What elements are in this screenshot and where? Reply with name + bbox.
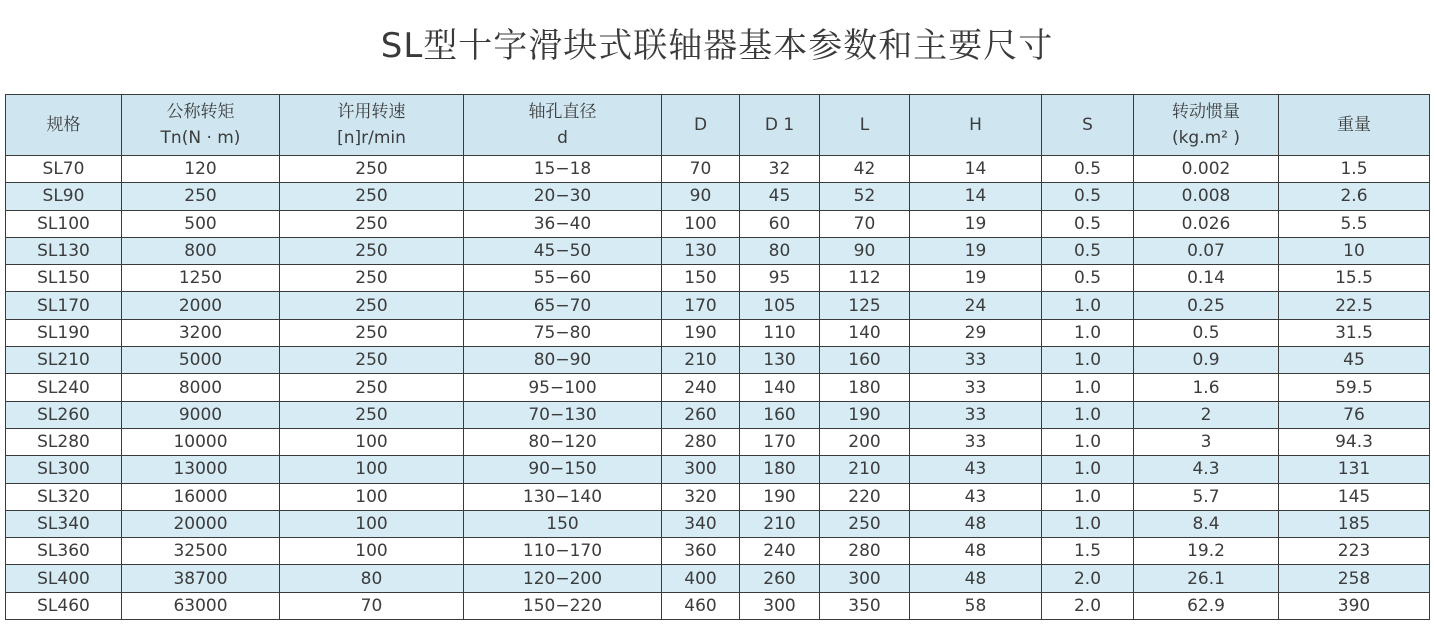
cell-bore: 130−140: [464, 483, 662, 510]
cell-torque: 5000: [122, 347, 280, 374]
cell-d1: 160: [740, 401, 820, 428]
cell-torque: 500: [122, 210, 280, 237]
cell-inertia: 0.07: [1134, 237, 1279, 264]
cell-inertia: 0.008: [1134, 183, 1279, 210]
cell-l: 210: [820, 456, 910, 483]
cell-s: 1.0: [1042, 483, 1134, 510]
cell-h: 14: [910, 156, 1042, 183]
header-col-s: [1042, 95, 1134, 156]
cell-d: 150: [662, 265, 740, 292]
cell-inertia: 0.25: [1134, 292, 1279, 319]
table-row: [6, 292, 1430, 319]
cell-s: 2.0: [1042, 565, 1134, 592]
cell-model: SL260: [6, 401, 122, 428]
cell-bore: 80−120: [464, 428, 662, 455]
cell-inertia: 2: [1134, 401, 1279, 428]
cell-model: SL150: [6, 265, 122, 292]
cell-model: SL360: [6, 538, 122, 565]
cell-l: 190: [820, 401, 910, 428]
cell-weight: 5.5: [1279, 210, 1430, 237]
spec-table: [5, 94, 1430, 620]
cell-bore: 70−130: [464, 401, 662, 428]
cell-weight: 2.6: [1279, 183, 1430, 210]
cell-d1: 110: [740, 319, 820, 346]
cell-model: SL320: [6, 483, 122, 510]
cell-torque: 63000: [122, 592, 280, 619]
cell-bore: 20−30: [464, 183, 662, 210]
cell-inertia: 4.3: [1134, 456, 1279, 483]
table-row: [6, 210, 1430, 237]
cell-bore: 95−100: [464, 374, 662, 401]
cell-inertia: 1.6: [1134, 374, 1279, 401]
cell-torque: 32500: [122, 538, 280, 565]
cell-h: 48: [910, 565, 1042, 592]
cell-d: 280: [662, 428, 740, 455]
cell-inertia: 62.9: [1134, 592, 1279, 619]
cell-speed: 250: [280, 401, 464, 428]
page-title: SL型十字滑块式联轴器基本参数和主要尺寸: [380, 26, 1054, 66]
cell-l: 70: [820, 210, 910, 237]
cell-bore: 90−150: [464, 456, 662, 483]
cell-bore: 110−170: [464, 538, 662, 565]
cell-l: 180: [820, 374, 910, 401]
cell-torque: 3200: [122, 319, 280, 346]
cell-d1: 180: [740, 456, 820, 483]
table-row: [6, 592, 1430, 619]
cell-bore: 45−50: [464, 237, 662, 264]
header-sublabel: Tn(N · m): [160, 128, 241, 148]
cell-d: 210: [662, 347, 740, 374]
cell-s: 1.0: [1042, 456, 1134, 483]
cell-l: 42: [820, 156, 910, 183]
cell-speed: 100: [280, 510, 464, 537]
cell-l: 125: [820, 292, 910, 319]
cell-d1: 95: [740, 265, 820, 292]
cell-weight: 31.5: [1279, 319, 1430, 346]
cell-weight: 22.5: [1279, 292, 1430, 319]
cell-d: 460: [662, 592, 740, 619]
cell-torque: 800: [122, 237, 280, 264]
cell-bore: 150: [464, 510, 662, 537]
cell-model: SL460: [6, 592, 122, 619]
cell-d1: 105: [740, 292, 820, 319]
cell-l: 250: [820, 510, 910, 537]
cell-model: SL240: [6, 374, 122, 401]
header-label: 许用转速: [337, 102, 406, 122]
cell-weight: 15.5: [1279, 265, 1430, 292]
table-row: [6, 401, 1430, 428]
cell-weight: 1.5: [1279, 156, 1430, 183]
table-row: [6, 565, 1430, 592]
cell-weight: 45: [1279, 347, 1430, 374]
cell-torque: 10000: [122, 428, 280, 455]
cell-torque: 20000: [122, 510, 280, 537]
cell-h: 33: [910, 401, 1042, 428]
cell-s: 0.5: [1042, 210, 1134, 237]
table-row: [6, 483, 1430, 510]
cell-inertia: 0.5: [1134, 319, 1279, 346]
cell-h: 29: [910, 319, 1042, 346]
cell-d: 190: [662, 319, 740, 346]
cell-model: SL170: [6, 292, 122, 319]
cell-speed: 70: [280, 592, 464, 619]
cell-weight: 258: [1279, 565, 1430, 592]
cell-d: 130: [662, 237, 740, 264]
cell-s: 1.5: [1042, 538, 1134, 565]
cell-torque: 250: [122, 183, 280, 210]
cell-d: 100: [662, 210, 740, 237]
header-col-bore: [464, 95, 662, 156]
cell-d1: 300: [740, 592, 820, 619]
header-col-h: [910, 95, 1042, 156]
cell-weight: 223: [1279, 538, 1430, 565]
cell-s: 1.0: [1042, 292, 1134, 319]
cell-speed: 100: [280, 456, 464, 483]
cell-d1: 170: [740, 428, 820, 455]
table-row: [6, 319, 1430, 346]
cell-weight: 185: [1279, 510, 1430, 537]
header-label: L: [859, 115, 870, 135]
cell-inertia: 19.2: [1134, 538, 1279, 565]
table-row: [6, 156, 1430, 183]
cell-h: 58: [910, 592, 1042, 619]
header-label: D 1: [764, 115, 795, 135]
header-col-torque: [122, 95, 280, 156]
cell-s: 0.5: [1042, 237, 1134, 264]
cell-speed: 250: [280, 347, 464, 374]
cell-bore: 15−18: [464, 156, 662, 183]
cell-bore: 36−40: [464, 210, 662, 237]
cell-h: 24: [910, 292, 1042, 319]
cell-h: 43: [910, 456, 1042, 483]
header-label: 规格: [46, 115, 81, 135]
header-col-l: [820, 95, 910, 156]
cell-h: 19: [910, 265, 1042, 292]
cell-inertia: 0.14: [1134, 265, 1279, 292]
cell-weight: 145: [1279, 483, 1430, 510]
cell-speed: 250: [280, 183, 464, 210]
cell-d1: 80: [740, 237, 820, 264]
cell-h: 33: [910, 428, 1042, 455]
cell-d1: 190: [740, 483, 820, 510]
cell-h: 19: [910, 237, 1042, 264]
cell-bore: 80−90: [464, 347, 662, 374]
cell-h: 14: [910, 183, 1042, 210]
header-label: 公称转矩: [166, 102, 235, 122]
header-label: D: [693, 115, 708, 135]
cell-torque: 1250: [122, 265, 280, 292]
cell-speed: 80: [280, 565, 464, 592]
cell-inertia: 3: [1134, 428, 1279, 455]
cell-s: 2.0: [1042, 592, 1134, 619]
cell-d: 260: [662, 401, 740, 428]
table-row: [6, 456, 1430, 483]
header-label: S: [1082, 115, 1093, 135]
cell-d1: 130: [740, 347, 820, 374]
header-label: H: [969, 115, 982, 135]
cell-model: SL280: [6, 428, 122, 455]
cell-model: SL210: [6, 347, 122, 374]
table-row: [6, 183, 1430, 210]
cell-inertia: 26.1: [1134, 565, 1279, 592]
cell-speed: 100: [280, 428, 464, 455]
cell-model: SL90: [6, 183, 122, 210]
header-sublabel: [n]r/min: [337, 128, 406, 148]
cell-d: 320: [662, 483, 740, 510]
header-sublabel: d: [557, 128, 568, 148]
cell-h: 19: [910, 210, 1042, 237]
cell-speed: 250: [280, 210, 464, 237]
table-row: [6, 237, 1430, 264]
cell-weight: 131: [1279, 456, 1430, 483]
cell-s: 0.5: [1042, 156, 1134, 183]
table-row: [6, 510, 1430, 537]
cell-l: 90: [820, 237, 910, 264]
cell-speed: 250: [280, 319, 464, 346]
cell-h: 43: [910, 483, 1042, 510]
cell-d: 170: [662, 292, 740, 319]
cell-d1: 240: [740, 538, 820, 565]
cell-s: 1.0: [1042, 428, 1134, 455]
cell-l: 160: [820, 347, 910, 374]
cell-s: 1.0: [1042, 401, 1134, 428]
cell-weight: 59.5: [1279, 374, 1430, 401]
cell-d1: 210: [740, 510, 820, 537]
cell-inertia: 0.002: [1134, 156, 1279, 183]
cell-torque: 16000: [122, 483, 280, 510]
cell-weight: 94.3: [1279, 428, 1430, 455]
cell-d1: 260: [740, 565, 820, 592]
cell-h: 33: [910, 374, 1042, 401]
cell-s: 0.5: [1042, 265, 1134, 292]
cell-bore: 150−220: [464, 592, 662, 619]
cell-inertia: 0.026: [1134, 210, 1279, 237]
table-row: [6, 374, 1430, 401]
cell-d1: 45: [740, 183, 820, 210]
header-label: 轴孔直径: [528, 102, 597, 122]
cell-d: 90: [662, 183, 740, 210]
cell-l: 280: [820, 538, 910, 565]
cell-d: 340: [662, 510, 740, 537]
cell-s: 1.0: [1042, 347, 1134, 374]
cell-d1: 60: [740, 210, 820, 237]
table-row: [6, 265, 1430, 292]
header-col-d1: [740, 95, 820, 156]
cell-speed: 250: [280, 237, 464, 264]
table-row: [6, 428, 1430, 455]
cell-l: 52: [820, 183, 910, 210]
header-label: 重量: [1337, 115, 1371, 135]
cell-h: 48: [910, 510, 1042, 537]
header-col-speed: [280, 95, 464, 156]
cell-bore: 120−200: [464, 565, 662, 592]
cell-speed: 250: [280, 292, 464, 319]
cell-model: SL190: [6, 319, 122, 346]
cell-weight: 76: [1279, 401, 1430, 428]
cell-bore: 65−70: [464, 292, 662, 319]
cell-torque: 8000: [122, 374, 280, 401]
header-col-weight: [1279, 95, 1430, 156]
cell-d: 360: [662, 538, 740, 565]
cell-speed: 250: [280, 374, 464, 401]
cell-model: SL300: [6, 456, 122, 483]
cell-model: SL70: [6, 156, 122, 183]
header-col-d: [662, 95, 740, 156]
cell-model: SL400: [6, 565, 122, 592]
header-row: [6, 95, 1430, 156]
cell-d1: 32: [740, 156, 820, 183]
cell-model: SL130: [6, 237, 122, 264]
header-col-inertia: [1134, 95, 1279, 156]
cell-model: SL100: [6, 210, 122, 237]
cell-d: 400: [662, 565, 740, 592]
cell-torque: 120: [122, 156, 280, 183]
cell-s: 1.0: [1042, 510, 1134, 537]
cell-inertia: 5.7: [1134, 483, 1279, 510]
cell-torque: 38700: [122, 565, 280, 592]
cell-s: 0.5: [1042, 183, 1134, 210]
cell-torque: 2000: [122, 292, 280, 319]
cell-inertia: 8.4: [1134, 510, 1279, 537]
cell-bore: 55−60: [464, 265, 662, 292]
cell-s: 1.0: [1042, 374, 1134, 401]
cell-weight: 390: [1279, 592, 1430, 619]
cell-l: 112: [820, 265, 910, 292]
cell-h: 48: [910, 538, 1042, 565]
cell-model: SL340: [6, 510, 122, 537]
cell-d: 70: [662, 156, 740, 183]
table-row: [6, 347, 1430, 374]
cell-s: 1.0: [1042, 319, 1134, 346]
cell-inertia: 0.9: [1134, 347, 1279, 374]
cell-l: 200: [820, 428, 910, 455]
cell-speed: 100: [280, 538, 464, 565]
cell-torque: 13000: [122, 456, 280, 483]
table-row: [6, 538, 1430, 565]
cell-l: 350: [820, 592, 910, 619]
cell-d: 300: [662, 456, 740, 483]
table-body: [6, 156, 1430, 620]
header-label: 转动惯量: [1172, 102, 1240, 122]
cell-d1: 140: [740, 374, 820, 401]
cell-speed: 100: [280, 483, 464, 510]
cell-l: 300: [820, 565, 910, 592]
cell-speed: 250: [280, 265, 464, 292]
cell-l: 220: [820, 483, 910, 510]
header-sublabel: (kg.m² ): [1171, 128, 1241, 148]
cell-h: 33: [910, 347, 1042, 374]
cell-bore: 75−80: [464, 319, 662, 346]
cell-weight: 10: [1279, 237, 1430, 264]
cell-speed: 250: [280, 156, 464, 183]
cell-d: 240: [662, 374, 740, 401]
cell-l: 140: [820, 319, 910, 346]
cell-torque: 9000: [122, 401, 280, 428]
header-col-model: [6, 95, 122, 156]
